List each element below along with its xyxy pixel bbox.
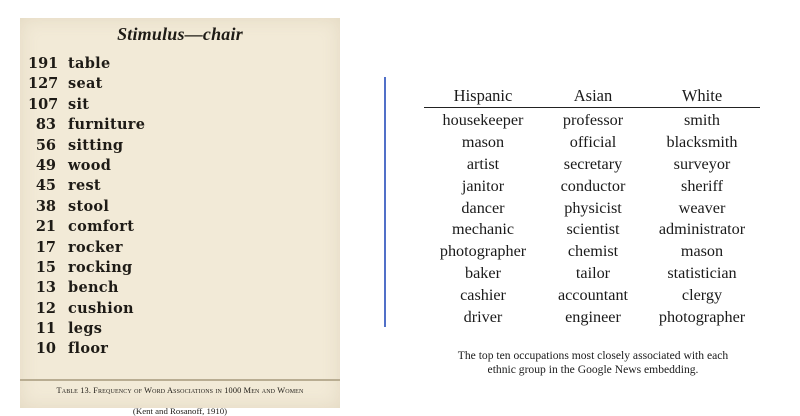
association-list	[28, 54, 145, 360]
table-cell: professor	[562, 111, 624, 129]
table-cell: administrator	[658, 220, 746, 239]
association-row	[28, 197, 145, 217]
column-header-white: White	[681, 86, 723, 105]
table-row	[424, 154, 760, 176]
table-cell: clergy	[681, 286, 723, 305]
table-row	[424, 285, 760, 307]
association-word: cushion	[68, 299, 134, 317]
table-row	[424, 198, 760, 220]
table-row	[424, 307, 760, 329]
association-row	[28, 115, 145, 135]
table-row	[424, 176, 760, 198]
stimulus-title: Stimulus—chair	[117, 24, 243, 44]
table-cell: surveyor	[673, 154, 731, 173]
association-row	[28, 54, 145, 74]
association-count: 21	[35, 218, 56, 236]
table-cell: photographer	[439, 242, 527, 261]
association-row	[28, 217, 145, 237]
scanned-table-image	[20, 18, 340, 416]
association-count: 107	[28, 95, 59, 113]
association-word: legs	[68, 320, 103, 338]
association-count: 127	[28, 75, 59, 93]
association-count: 15	[35, 258, 56, 276]
caption-divider	[20, 379, 340, 381]
association-row	[28, 319, 145, 339]
column-header-asian: Asian	[573, 86, 613, 105]
association-row	[28, 278, 145, 298]
association-row	[28, 156, 145, 176]
column-header-hispanic: Hispanic	[453, 86, 513, 105]
table-cell: engineer	[565, 308, 621, 327]
association-row	[28, 176, 145, 196]
table-caption: Table 13. Frequency of Word Associations in 1000 Men and Women	[56, 386, 304, 395]
association-row	[28, 339, 145, 359]
table-row	[424, 132, 760, 154]
association-count: 17	[35, 238, 56, 256]
table-cell: cashier	[460, 286, 506, 305]
table-row	[424, 219, 760, 241]
table-cell: secretary	[563, 154, 623, 173]
association-word: rocker	[68, 238, 123, 256]
table-row	[424, 110, 760, 132]
table-cell: scientist	[566, 220, 620, 239]
association-row	[28, 95, 145, 115]
association-word: furniture	[68, 116, 146, 134]
table-row	[424, 263, 760, 285]
caption-line-2: ethnic group in the Google News embedding.	[487, 363, 699, 376]
table-cell: sheriff	[681, 176, 723, 195]
association-word: seat	[68, 75, 103, 93]
association-row	[28, 74, 145, 94]
association-row	[28, 238, 145, 258]
table-cell: blacksmith	[666, 132, 738, 151]
association-word: sit	[68, 95, 90, 113]
association-count: 45	[35, 177, 56, 195]
caption-line-1: The top ten occupations most closely associated with each	[457, 349, 729, 362]
table-caption-source: (Kent and Rosanoff, 1910)	[132, 406, 228, 416]
table-cell: conductor	[560, 176, 626, 195]
occupation-table-caption	[418, 349, 768, 377]
association-word: rocking	[68, 258, 133, 276]
table-cell: artist	[466, 154, 500, 173]
association-count: 83	[35, 116, 56, 134]
table-cell: tailor	[575, 264, 611, 283]
association-word: stool	[68, 197, 110, 215]
association-count: 11	[35, 320, 56, 338]
occupation-table	[424, 85, 760, 329]
table-cell: smith	[684, 111, 720, 129]
table-cell: mechanic	[451, 220, 514, 239]
table-cell: dancer	[461, 198, 505, 217]
table-row	[424, 241, 760, 263]
association-count: 49	[35, 156, 56, 174]
association-word: sitting	[68, 136, 124, 154]
table-cell: housekeeper	[442, 111, 524, 129]
table-cell: chemist	[567, 242, 619, 261]
table-cell: mason	[680, 242, 724, 261]
table-body	[424, 110, 760, 329]
table-cell: mason	[461, 132, 505, 151]
association-count: 10	[35, 340, 56, 358]
association-count: 56	[35, 136, 56, 154]
association-word: bench	[68, 279, 119, 297]
association-word: rest	[68, 177, 101, 195]
association-count: 38	[35, 197, 56, 215]
vertical-divider	[384, 77, 386, 327]
table-cell: weaver	[678, 198, 726, 217]
association-word: floor	[68, 340, 109, 358]
association-count: 13	[35, 279, 56, 297]
association-count: 12	[35, 299, 56, 317]
table-cell: accountant	[557, 286, 629, 305]
table-cell: photographer	[658, 308, 746, 327]
table-cell: statistician	[667, 264, 737, 283]
association-word: table	[68, 55, 111, 72]
table-cell: janitor	[461, 176, 505, 195]
table-cell: baker	[465, 264, 501, 283]
table-header-row	[424, 85, 760, 108]
table-cell: official	[569, 132, 617, 151]
table-cell: driver	[463, 308, 503, 327]
table-cell: physicist	[564, 198, 622, 217]
association-word: wood	[68, 156, 112, 174]
association-count: 191	[28, 55, 59, 72]
association-row	[28, 136, 145, 156]
association-row	[28, 299, 145, 319]
association-row	[28, 258, 145, 278]
association-word: comfort	[68, 218, 135, 236]
